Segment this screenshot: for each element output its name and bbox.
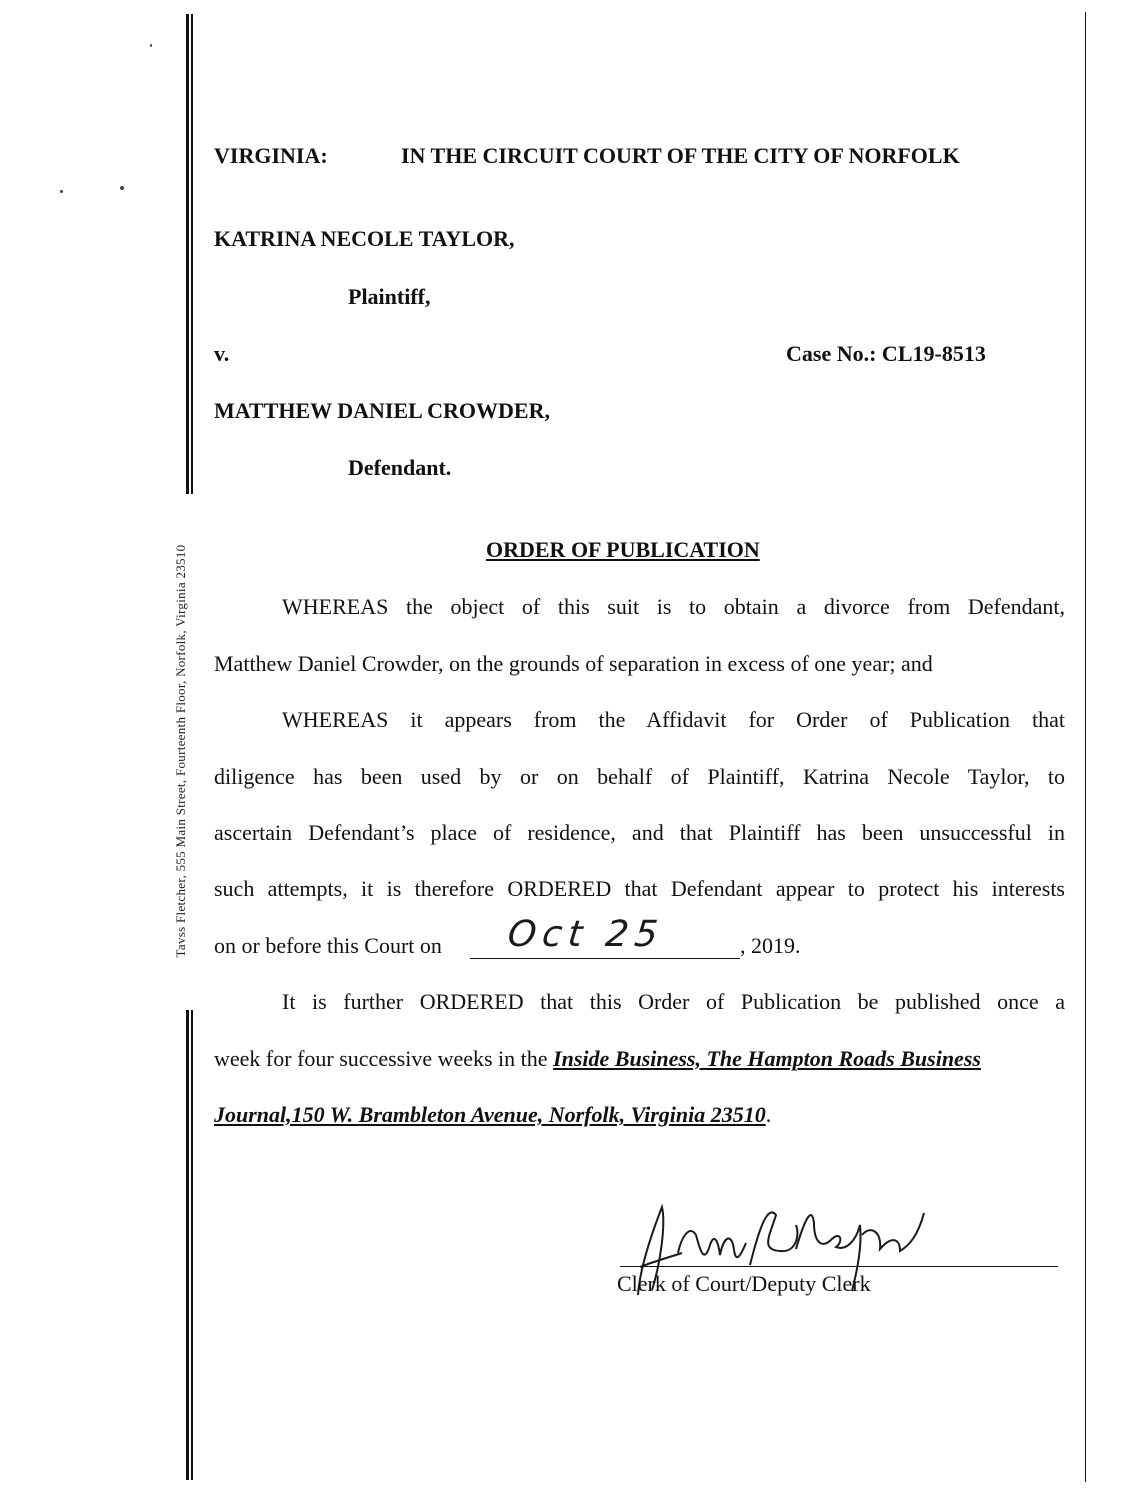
right-margin-rule (1085, 12, 1086, 1482)
handwritten-date: Oct 25 (505, 914, 666, 955)
document-title: ORDER OF PUBLICATION (486, 537, 760, 562)
publication-address: Journal,150 W. Brambleton Avenue, Norfolk, Virginia 23510 (214, 1102, 766, 1127)
publication-name: Inside Business, The Hampton Roads Business (553, 1046, 981, 1071)
left-margin-rule (186, 1010, 189, 1480)
defendant-role: Defendant. (348, 455, 452, 480)
body-line: such attempts, it is therefore ORDERED that Defendant appear to protect his interests (214, 876, 1065, 901)
versus: v. (214, 341, 230, 366)
body-line (214, 1045, 981, 1073)
left-margin-rule (191, 1010, 193, 1480)
scan-speck (60, 190, 63, 193)
law-firm-sidebar: Tavss Fletcher, 555 Main Street, Fourteenth Floor, Norfolk, Virginia 23510 (173, 544, 188, 958)
scan-speck (120, 186, 124, 190)
body-line: , 2019. (740, 933, 801, 958)
body-text: . (765, 1102, 772, 1127)
body-line: WHEREAS the object of this suit is to obtain a divorce from Defendant, (282, 594, 1065, 619)
court-heading: IN THE CIRCUIT COURT OF THE CITY OF NORFOLK (401, 143, 960, 168)
body-line: on or before this Court on (214, 933, 442, 958)
body-text: week for four successive weeks in the (214, 1046, 548, 1071)
plaintiff-name: KATRINA NECOLE TAYLOR, (214, 226, 515, 251)
body-line: WHEREAS it appears from the Affidavit for Order of Publication that (282, 707, 1065, 732)
plaintiff-role: Plaintiff, (348, 284, 431, 309)
scan-speck (150, 44, 152, 47)
case-number: Case No.: CL19-8513 (786, 341, 986, 366)
body-line: Matthew Daniel Crowder, on the grounds of separation in excess of one year; and (214, 651, 933, 676)
date-blank-underline (470, 958, 740, 959)
left-margin-rule (186, 14, 189, 494)
defendant-name: MATTHEW DANIEL CROWDER, (214, 398, 550, 423)
body-line: ascertain Defendant’s place of residence, and that Plaintiff has been unsuccessful in (214, 820, 1065, 845)
signature-caption: Clerk of Court/Deputy Clerk (617, 1271, 871, 1296)
state-heading: VIRGINIA: (214, 143, 328, 168)
body-line: It is further ORDERED that this Order of Publication be published once a (282, 989, 1065, 1014)
body-line: diligence has been used by or on behalf of Plaintiff, Katrina Necole Taylor, to (214, 764, 1065, 789)
signature-line (620, 1266, 1058, 1267)
body-line (214, 1101, 771, 1129)
left-margin-rule (191, 14, 193, 494)
